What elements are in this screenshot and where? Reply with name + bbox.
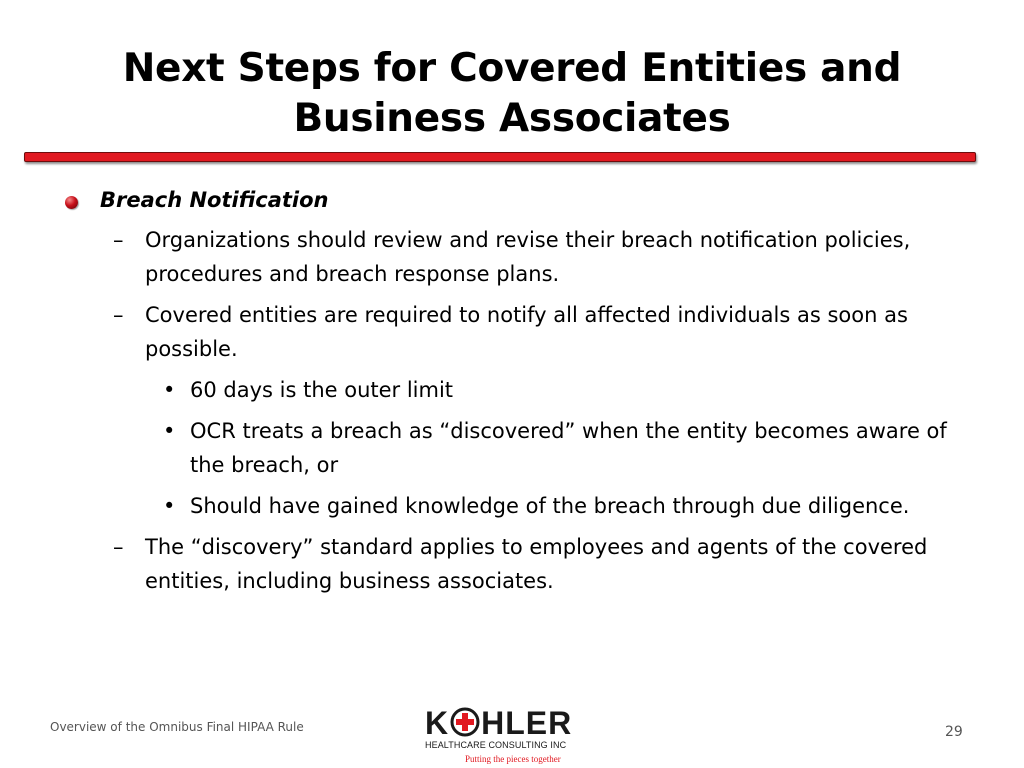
sub-sub-bullet-text: OCR treats a breach as “discovered” when the entity becomes aware of the breach, or — [190, 419, 947, 477]
slide-title: Next Steps for Covered Entities and Business Associates — [122, 46, 902, 141]
page-number: 29 — [945, 724, 963, 740]
red-cross-icon — [450, 707, 480, 737]
sub-bullet-text: Covered entities are required to notify all affected individuals as soon as possible. — [145, 303, 908, 361]
sub-sub-bullet-text: 60 days is the outer limit — [190, 378, 454, 402]
logo-subtitle: HEALTHCARE CONSULTING INC — [425, 740, 567, 750]
bullet-breach-notification — [100, 185, 944, 216]
sub-sub-bullet — [163, 414, 954, 482]
sub-sub-bullet — [163, 489, 954, 523]
logo-wordmark: K HLER — [425, 705, 573, 741]
title-divider — [24, 152, 976, 162]
dash-marker: – — [113, 228, 124, 252]
kohler-logo — [425, 705, 595, 765]
red-ball-bullet-icon — [65, 196, 78, 209]
sub-bullet-text: Organizations should review and revise their breach notification policies, procedures and breach response plans. — [145, 228, 911, 286]
sub-sub-bullet-text: Should have gained knowledge of the breach through due diligence. — [190, 494, 910, 518]
dot-marker: • — [163, 419, 176, 443]
dot-marker: • — [163, 378, 176, 402]
dash-marker: – — [113, 535, 124, 559]
sub-bullet — [113, 298, 944, 366]
logo-tagline: Putting the pieces together — [465, 754, 561, 764]
sub-bullet — [113, 223, 944, 291]
sub-bullet-text: The “discovery” standard applies to employees and agents of the covered entities, including business associates. — [145, 535, 928, 593]
dash-marker: – — [113, 303, 124, 327]
dot-marker: • — [163, 494, 176, 518]
bullet-heading: Breach Notification — [100, 188, 329, 212]
slide-body — [0, 185, 1024, 598]
sub-bullet — [113, 530, 944, 598]
sub-sub-bullet — [163, 373, 954, 407]
footer-text: Overview of the Omnibus Final HIPAA Rule — [50, 720, 304, 734]
